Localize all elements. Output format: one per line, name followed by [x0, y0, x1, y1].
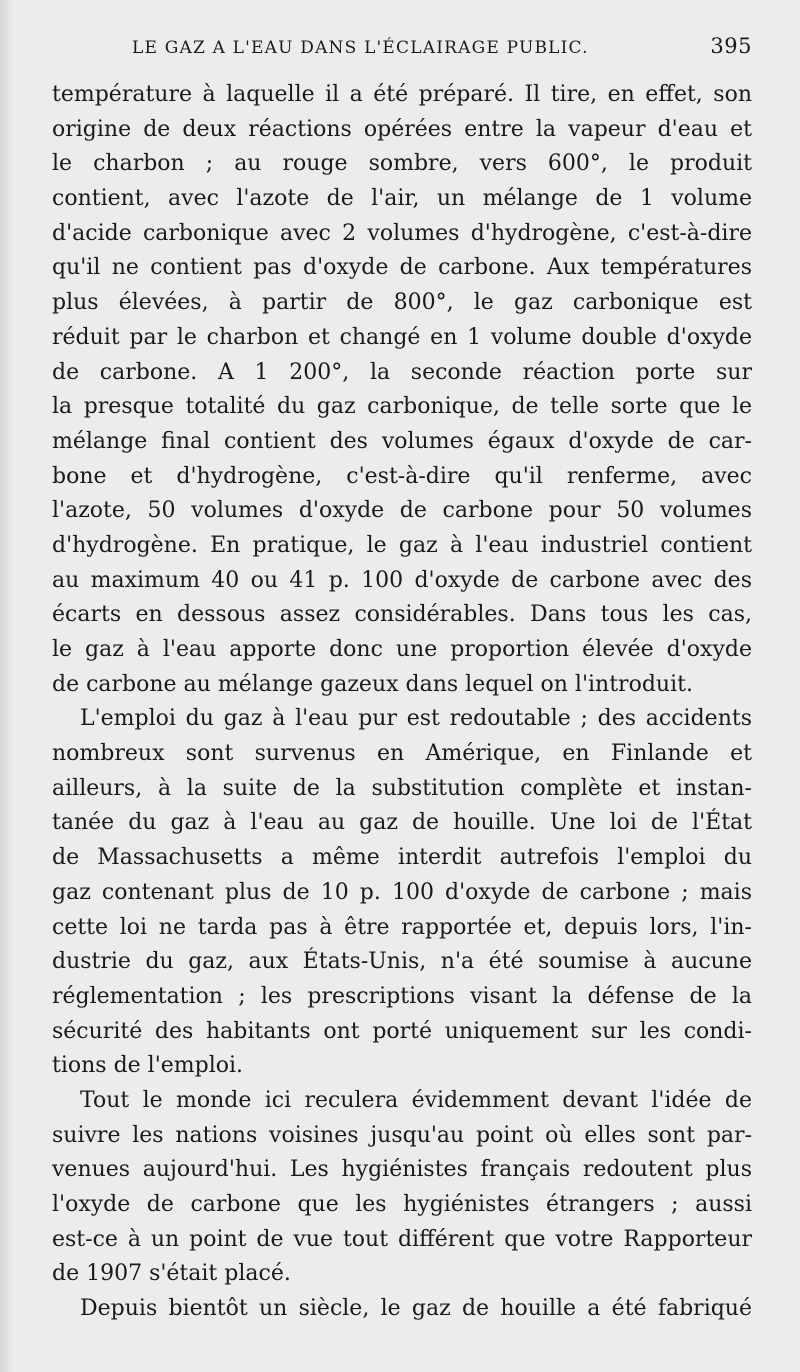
text-line: plus élevées, à partir de 800°, le gaz carbonique est: [52, 290, 752, 316]
text-line: tanée du gaz à l'eau au gaz de houille. Une loi de l'État: [52, 810, 752, 836]
running-title: LE GAZ A L'EAU DANS L'ÉCLAIRAGE PUBLIC.: [132, 38, 589, 58]
text-line: L'emploi du gaz à l'eau pur est redoutable ; des accidents: [80, 706, 752, 732]
text-line: dustrie du gaz, aux États-Unis, n'a été soumise à aucune: [52, 949, 752, 975]
text-line: suivre les nations voisines jusqu'au point où elles sont par-: [52, 1122, 752, 1148]
text-line: l'oxyde de carbone que les hygiénistes étrangers ; aussi: [52, 1192, 752, 1217]
text-line: Tout le monde ici reculera évidemment devant l'idée de: [80, 1087, 752, 1113]
text-line: l'azote, 50 volumes d'oxyde de carbone pour 50 volumes: [52, 498, 752, 524]
text-line: réduit par le charbon et changé en 1 volume double d'oxyde: [52, 324, 752, 350]
text-line: ailleurs, à la suite de la substitution complète et instan-: [52, 775, 752, 801]
text-line: tions de l'emploi.: [52, 1053, 244, 1079]
text-line: de 1907 s'était placé.: [52, 1261, 291, 1287]
running-header: [52, 34, 752, 74]
text-line: écarts en dessous assez considérables. Dans tous les cas,: [52, 602, 752, 628]
text-line: d'hydrogène. En pratique, le gaz à l'eau industriel contient: [52, 532, 752, 558]
page-number: 395: [710, 34, 752, 58]
text-line: bone et d'hydrogène, c'est-à-dire qu'il renferme, avec: [52, 463, 752, 489]
text-line: sécurité des habitants ont porté uniquement sur les condi-: [52, 1018, 752, 1044]
text-line: de carbone au mélange gazeux dans lequel on l'introduit.: [52, 671, 693, 697]
text-line: de carbone. A 1 200°, la seconde réaction porte sur: [52, 359, 752, 385]
text-line: au maximum 40 ou 41 p. 100 d'oxyde de carbone avec des: [52, 567, 752, 593]
text-line: la presque totalité du gaz carbonique, de telle sorte que le: [52, 394, 752, 420]
text-line: température à laquelle il a été préparé. Il tire, en effet, son: [52, 82, 752, 107]
text-line: le charbon ; au rouge sombre, vers 600°, le produit: [52, 151, 752, 177]
text-line: contient, avec l'azote de l'air, un mélange de 1 volume: [52, 186, 752, 212]
text-line: mélange final contient des volumes égaux d'oxyde de car-: [52, 428, 752, 454]
text-line: le gaz à l'eau apporte donc une proportion élevée d'oxyde: [52, 637, 752, 662]
text-line: est-ce à un point de vue tout différent que votre Rapporteur: [52, 1226, 752, 1252]
body-text: [52, 78, 752, 1327]
text-line: venues aujourd'hui. Les hygiénistes français redoutent plus: [52, 1157, 752, 1183]
text-line: qu'il ne contient pas d'oxyde de carbone. Aux températures: [52, 255, 752, 281]
text-line: d'acide carbonique avec 2 volumes d'hydrogène, c'est-à-dire: [52, 220, 752, 246]
text-line: gaz contenant plus de 10 p. 100 d'oxyde de carbone ; mais: [52, 879, 752, 905]
text-line: origine de deux réactions opérées entre la vapeur d'eau et: [52, 116, 752, 142]
text-line: de Massachusetts a même interdit autrefois l'emploi du: [52, 845, 752, 871]
text-line: réglementation ; les prescriptions visant la défense de la: [52, 983, 752, 1009]
text-line: Depuis bientôt un siècle, le gaz de houille a été fabriqué: [80, 1296, 752, 1322]
text-line: cette loi ne tarda pas à être rapportée et, depuis lors, l'in-: [52, 914, 752, 940]
text-line: nombreux sont survenus en Amérique, en Finlande et: [52, 741, 752, 767]
